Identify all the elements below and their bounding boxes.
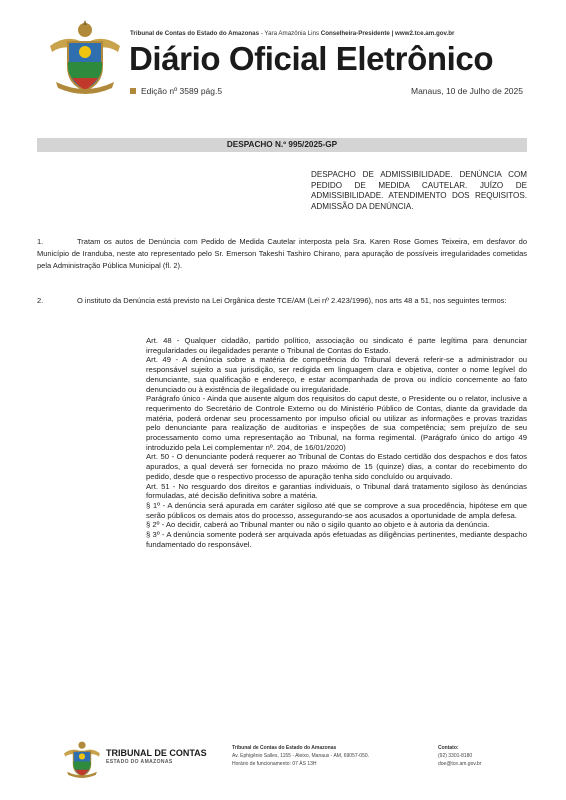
- quote-paragraph: Parágrafo único - Ainda que ausente algum dos requisitos do caput deste, o Presidente ou o relator, inclusive a requerimento do Secretário de Controle Externo ou do Ministério Público de Contas, diante da gravidade da matéria, poderá ordenar seu processamento por impulso oficial ou utilizar as informações e provas trazidas pelo denunciante para realização de auditorias e inspeções de sua competência; sem prejuízo de seu processamento como uma representação ao Tribunal, na forma regimental. (Parágrafo único do artigo 49 introduzido pela Lei complementar nº. 204, de 16/01/2020): [146, 394, 527, 452]
- footer-address-line: Av. Ephigênio Salles, 1155 - Aleixo, Manaus - AM, 69057-050.: [232, 753, 370, 759]
- footer-brand: TRIBUNAL DE CONTAS: [106, 748, 207, 758]
- paragraph-text: Tratam os autos de Denúncia com Pedido de Medida Cautelar interposta pela Sra. Karen Rose Gomes Teixeira, em desfavor do Município de Iranduba, neste ato representado pelo Sr. Emerson Takeshi Tashiro Chirano, para apuração de possíveis irregularidades cometidas pela Administração Pública Municipal (fl. 2).: [37, 237, 527, 270]
- footer-address: [232, 744, 369, 768]
- footer-phone: (92) 3301-8180: [438, 753, 473, 759]
- header-topline: Tribunal de Contas do Estado do Amazonas - Yara Amazônia Lins Conselheira-Presidente | www2.tce.am.gov.br: [130, 30, 455, 37]
- quote-paragraph: Art. 48 - Qualquer cidadão, partido político, associação ou sindicato é parte legítima para denunciar irregularidades ou ilegalidades perante o Tribunal de Contas do Estado.: [146, 336, 527, 355]
- footer-contact-title: Contato:: [438, 745, 459, 751]
- paragraph-1: [37, 236, 527, 271]
- ementa-text: DESPACHO DE ADMISSIBILIDADE. DENÚNCIA COM PEDIDO DE MEDIDA CAUTELAR. JUÍZO DE ADMISSIBILIDADE. ATENDIMENTO DOS REQUISITOS. ADMISSÃO DA DENÚNCIA.: [311, 170, 527, 211]
- square-bullet-icon: [130, 88, 136, 94]
- footer-email[interactable]: doe@tce.am.gov.br: [438, 761, 482, 767]
- quote-paragraph: Art. 51 - No resguardo dos direitos e garantias individuais, o Tribunal dará tratamento sigiloso às denúncias formuladas, até decisão definitiva sobre a matéria.: [146, 481, 527, 501]
- quote-paragraph: § 1º - A denúncia será apurada em caráter sigiloso até que se comprove a sua procedência, hipótese em que serão públicos os demais atos do processo, assegurando-se aos acusados a oportunidade de ampla defesa.: [146, 500, 527, 520]
- quote-paragraph: § 3º - A denúncia somente poderá ser arquivada após efetuadas as diligências pertinentes, mediante despacho fundamentado do responsável.: [146, 530, 527, 549]
- header: [0, 0, 566, 112]
- quote-paragraph: § 2º - Ao decidir, caberá ao Tribunal manter ou não o sigilo quanto ao objeto e à autoria da denúncia.: [146, 520, 490, 530]
- paragraph-text: O instituto da Denúncia está previsto na Lei Orgânica deste TCE/AM (Lei nº 2.423/1996), nos arts 48 a 51, nos seguintes termos:: [77, 296, 507, 305]
- document-heading: DESPACHO N.º 995/2025-GP: [37, 138, 527, 152]
- law-quote: [146, 336, 527, 549]
- edition-info: [130, 86, 222, 96]
- paragraph-number: 1.: [37, 237, 44, 246]
- coat-of-arms-icon: [62, 738, 102, 780]
- footer-hours: Horário de funcionamento: 07 ÀS 13H: [232, 761, 317, 767]
- coat-of-arms-icon: [46, 16, 124, 98]
- paragraph-number: 2.: [37, 296, 44, 305]
- footer-brand-sub: ESTADO DO AMAZONAS: [106, 759, 173, 765]
- footer-contact: [438, 744, 481, 768]
- publication-date: Manaus, 10 de Julho de 2025: [410, 86, 523, 96]
- paragraph-2: [37, 295, 527, 307]
- publication-title: Diário Oficial Eletrônico: [129, 40, 494, 77]
- quote-paragraph: Art. 49 - A denúncia sobre a matéria de competência do Tribunal deverá referir-se a administrador ou responsável sujeito a sua jurisdição, ser redigida em linguagem clara e objetiva, conter o nome legível do denunciante, sua qualificação e endereço, e estar acompanhada de prova ou indício concernente ao fato denunciado ou à existência de ilegalidade ou irregularidade.: [146, 355, 527, 394]
- edition-text: Edição nº 3589 pág.5: [141, 86, 223, 96]
- footer-address-title: Tribunal de Contas do Estado do Amazonas: [232, 745, 337, 751]
- footer: [0, 728, 566, 800]
- quote-paragraph: Art. 50 - O denunciante poderá requerer ao Tribunal de Contas do Estado certidão dos despachos e dos fatos apurados, a qual deverá ser fornecida no prazo máximo de 15 (quinze) dias, a contar do recebimento do pedido, desde que o respectivo processo de apuração tenha sido concluído ou arquivado.: [146, 452, 527, 481]
